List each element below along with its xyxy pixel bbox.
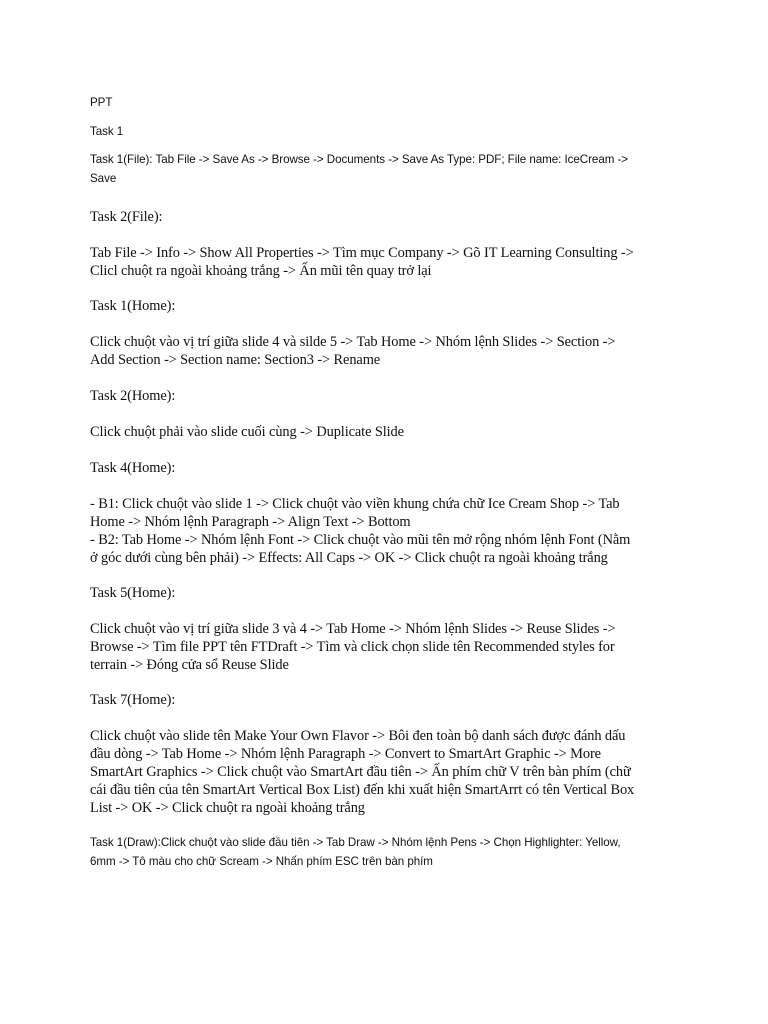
text-line: Add Section -> Section name: Section3 -> Rename — [90, 352, 381, 368]
text-line: Tab File -> Info -> Show All Properties -> Tìm mục Company -> Gõ IT Learning Consulting -> — [90, 245, 634, 261]
text-line: - B2: Tab Home -> Nhóm lệnh Font -> Click chuột vào mũi tên mở rộng nhóm lệnh Font (Nằm — [90, 532, 631, 548]
text-line: Click chuột vào vị trí giữa slide 4 và silde 5 -> Tab Home -> Nhóm lệnh Slides -> Section -> — [90, 334, 616, 350]
home-task1-body — [90, 333, 615, 369]
heading-ppt — [90, 93, 112, 112]
home-task4-title — [90, 459, 175, 477]
text-line: Task 5(Home): — [90, 585, 176, 601]
text-line: Save — [90, 172, 117, 185]
text-line: đầu dòng -> Tab Home -> Nhóm lệnh Paragraph -> Convert to SmartArt Graphic -> More — [90, 746, 601, 762]
text-line: terrain -> Đóng cửa sổ Reuse Slide — [90, 657, 289, 673]
text-line: Click chuột vào vị trí giữa slide 3 và 4 -> Tab Home -> Nhóm lệnh Slides -> Reuse Slides -> — [90, 621, 616, 637]
text-line: Task 1(File): Tab File -> Save As -> Browse -> Documents -> Save As Type: PDF; File name: IceCream -> — [90, 153, 629, 166]
text-line: Task 4(Home): — [90, 460, 176, 476]
text-line: SmartArt Graphics -> Click chuột vào SmartArt đầu tiên -> Ấn phím chữ V trên bàn phím (chữ — [90, 764, 631, 780]
text-line: Browse -> Tìm file PPT tên FTDraft -> Tìm và click chọn slide tên Recommended styles for — [90, 639, 615, 655]
text-line: List -> OK -> Click chuột ra ngoài khoảng trắng — [90, 800, 365, 816]
text-line: Click chuột phải vào slide cuối cùng -> Duplicate Slide — [90, 424, 404, 440]
text-line: Click chuột vào slide tên Make Your Own Flavor -> Bôi đen toàn bộ danh sách được đánh dấu — [90, 728, 626, 744]
text-line: Task 1(Draw):Click chuột vào slide đầu tiên -> Tab Draw -> Nhóm lệnh Pens -> Chọn Highlighter: Yellow, — [90, 836, 621, 849]
home-task2-body — [90, 423, 404, 441]
file-task1-paragraph — [90, 150, 628, 188]
home-task7-title — [90, 691, 175, 709]
file-task2-body — [90, 244, 634, 280]
text-line: 6mm -> Tô màu cho chữ Scream -> Nhấn phím ESC trên bàn phím — [90, 855, 433, 868]
text-line: Home -> Nhóm lệnh Paragraph -> Align Text -> Bottom — [90, 514, 411, 530]
home-task1-title — [90, 297, 175, 315]
text-line: Clicl chuột ra ngoài khoảng trắng -> Ấn mũi tên quay trở lại — [90, 263, 432, 279]
text-line: - B1: Click chuột vào slide 1 -> Click chuột vào viền khung chứa chữ Ice Cream Shop -> Tab — [90, 496, 620, 512]
home-task7-body — [90, 727, 634, 817]
text-line: Task 2(File): — [90, 209, 163, 225]
draw-task1-paragraph — [90, 833, 621, 871]
home-task5-body — [90, 620, 616, 674]
text-line: cái đầu tiên của tên SmartArt Vertical Box List) đến khi xuất hiện SmartArrt có tên Vertical Box — [90, 782, 635, 798]
text-line: PPT — [90, 96, 113, 109]
home-task2-title — [90, 387, 175, 405]
text-line: Task 2(Home): — [90, 388, 176, 404]
home-task4-body — [90, 495, 630, 567]
home-task5-title — [90, 584, 175, 602]
text-line: ở góc dưới cùng bên phải) -> Effects: All Caps -> OK -> Click chuột ra ngoài khoảng trắng — [90, 550, 608, 566]
heading-task1 — [90, 122, 123, 141]
text-line: Task 1 — [90, 125, 124, 138]
text-line: Task 1(Home): — [90, 298, 176, 314]
text-line: Task 7(Home): — [90, 692, 176, 708]
file-task2-title — [90, 208, 162, 226]
